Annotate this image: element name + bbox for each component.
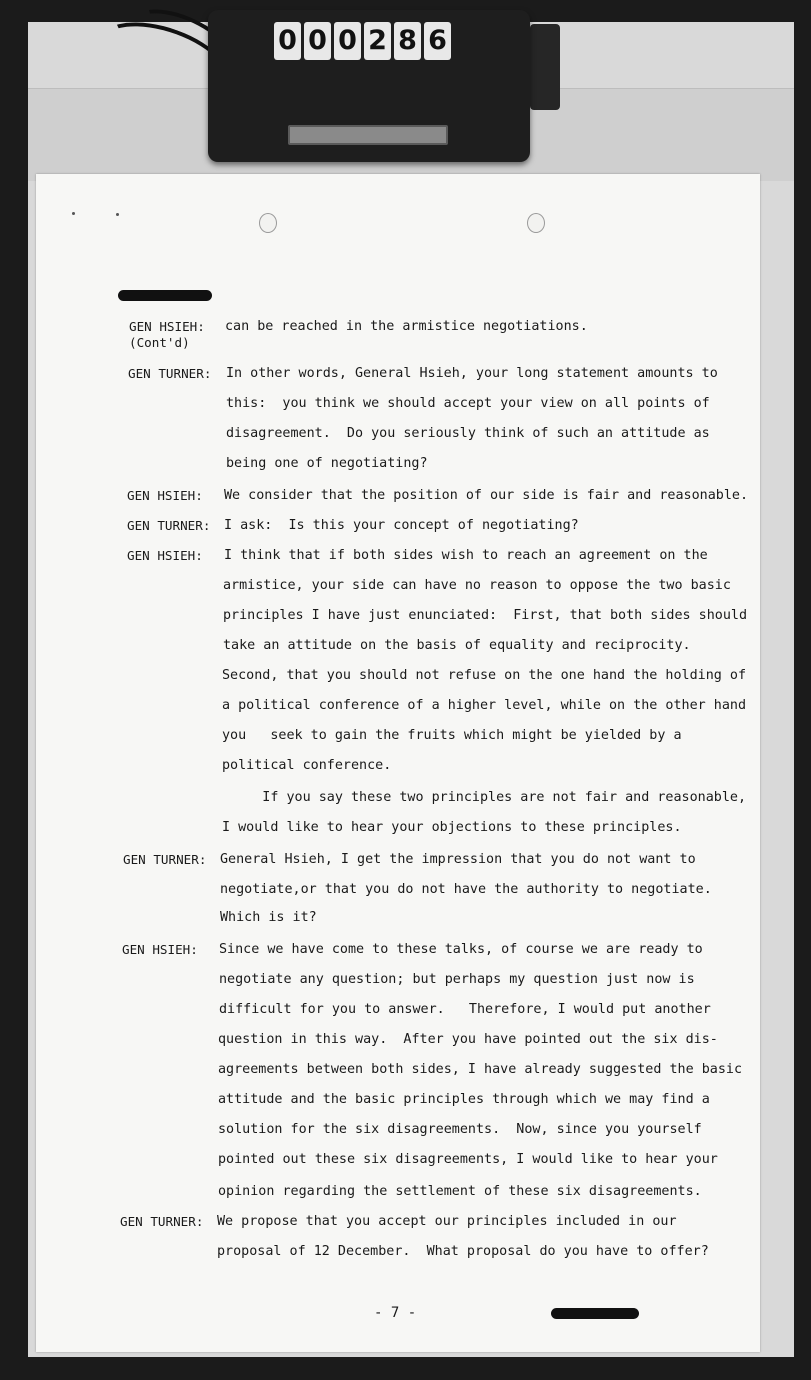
transcript-line: attitude and the basic principles through which we may find a bbox=[218, 1092, 710, 1107]
speaker-label: GEN TURNER: bbox=[123, 852, 207, 867]
counter-side-clip bbox=[530, 24, 560, 110]
transcript-line: armistice, your side can have no reason to oppose the two basic bbox=[223, 578, 731, 593]
speaker-label: GEN HSIEH: bbox=[127, 488, 203, 503]
transcript-line: In other words, General Hsieh, your long statement amounts to bbox=[226, 366, 718, 381]
transcript-line: negotiate any question; but perhaps my question just now is bbox=[219, 972, 695, 987]
transcript-line: a political conference of a higher level, while on the other hand bbox=[222, 698, 747, 713]
speaker-label: GEN HSIEH: bbox=[129, 319, 205, 334]
transcript-line: difficult for you to answer. Therefore, I would put another bbox=[219, 1002, 711, 1017]
speaker-continued-label: (Cont'd) bbox=[129, 335, 190, 350]
transcript-line: you seek to gain the fruits which might be yielded by a bbox=[222, 728, 682, 743]
transcript-line: political conference. bbox=[222, 758, 392, 773]
transcript-line: Since we have come to these talks, of course we are ready to bbox=[219, 942, 703, 957]
speck bbox=[72, 212, 75, 215]
punch-hole bbox=[259, 213, 277, 233]
transcript-line: I ask: Is this your concept of negotiating? bbox=[224, 518, 579, 533]
counter-digit: 6 bbox=[424, 22, 451, 60]
transcript-line: question in this way. After you have pointed out the six dis- bbox=[218, 1032, 718, 1047]
transcript-line: opinion regarding the settlement of these six disagreements. bbox=[218, 1184, 702, 1199]
transcript-line: Which is it? bbox=[220, 910, 317, 925]
transcript-line: Second, that you should not refuse on the one hand the holding of bbox=[222, 668, 747, 683]
transcript-line: pointed out these six disagreements, I would like to hear your bbox=[218, 1152, 718, 1167]
counter-nameplate bbox=[288, 125, 448, 145]
transcript-line: principles I have just enunciated: First, that both sides should bbox=[223, 608, 748, 623]
speaker-label: GEN HSIEH: bbox=[122, 942, 198, 957]
transcript-line: We propose that you accept our principles included in our bbox=[217, 1214, 677, 1229]
transcript-line: being one of negotiating? bbox=[226, 456, 428, 471]
transcript-line: We consider that the position of our side is fair and reasonable. bbox=[224, 488, 749, 503]
speaker-label: GEN TURNER: bbox=[128, 366, 212, 381]
transcript-line: disagreement. Do you seriously think of such an attitude as bbox=[226, 426, 710, 441]
frame-counter-digits bbox=[274, 22, 451, 60]
speck bbox=[116, 213, 119, 216]
speaker-label: GEN TURNER: bbox=[127, 518, 211, 533]
transcript-line: can be reached in the armistice negotiations. bbox=[225, 319, 588, 334]
transcript-line: General Hsieh, I get the impression that you do not want to bbox=[220, 852, 696, 867]
speaker-label: GEN HSIEH: bbox=[127, 548, 203, 563]
transcript-line: If you say these two principles are not fair and reasonable, bbox=[222, 790, 747, 805]
transcript-line: this: you think we should accept your view on all points of bbox=[226, 396, 710, 411]
transcript-line: I would like to hear your objections to these principles. bbox=[222, 820, 682, 835]
transcript-line: proposal of 12 December. What proposal do you have to offer? bbox=[217, 1244, 709, 1259]
transcript-line: take an attitude on the basis of equality and reciprocity. bbox=[223, 638, 691, 653]
counter-digit: 2 bbox=[364, 22, 391, 60]
punch-hole bbox=[527, 213, 545, 233]
counter-digit: 0 bbox=[304, 22, 331, 60]
redaction-mark-bottom bbox=[551, 1308, 639, 1319]
counter-digit: 0 bbox=[334, 22, 361, 60]
counter-digit: 0 bbox=[274, 22, 301, 60]
counter-digit: 8 bbox=[394, 22, 421, 60]
speaker-label: GEN TURNER: bbox=[120, 1214, 204, 1229]
transcript-line: solution for the six disagreements. Now, since you yourself bbox=[218, 1122, 702, 1137]
transcript-line: I think that if both sides wish to reach an agreement on the bbox=[224, 548, 708, 563]
transcript-line: negotiate,or that you do not have the authority to negotiate. bbox=[220, 882, 712, 897]
transcript-line: agreements between both sides, I have already suggested the basic bbox=[218, 1062, 743, 1077]
page-number: - 7 - bbox=[374, 1305, 417, 1321]
redaction-mark-top bbox=[118, 290, 212, 301]
